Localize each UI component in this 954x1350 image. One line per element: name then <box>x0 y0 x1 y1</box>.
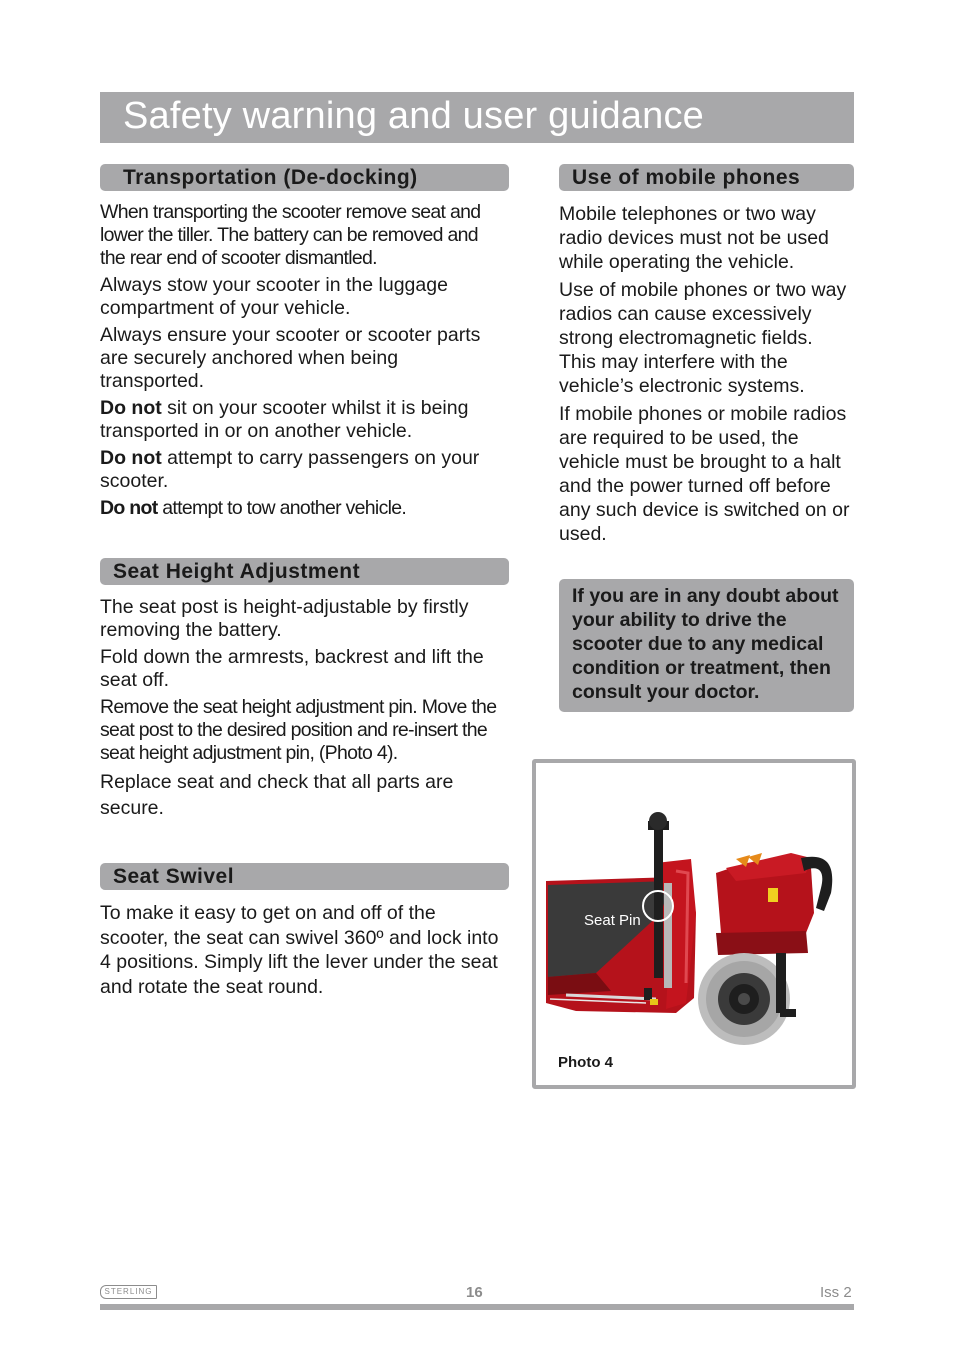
mobile-phones-body <box>559 202 852 550</box>
warning-text: sit on your scooter whilst it is being transported in or on another vehicle. <box>100 397 469 442</box>
medical-warning-text: If you are in any doubt about your ability to drive the scooter due to any medical condition or treatment, then consult your doctor. <box>572 585 839 703</box>
mobile-phones-paragraph: Use of mobile phones or two way radios can cause excessively strong electromagnetic fields. This may interfere with the vehicle’s electronic systems. <box>559 279 847 397</box>
transportation-paragraph: Always stow your scooter in the luggage compartment of your vehicle. <box>100 274 448 319</box>
seat-height-paragraph: Fold down the armrests, backrest and lift the seat off. <box>100 646 484 691</box>
scooter-photo <box>536 763 852 1085</box>
seat-height-heading-bar <box>100 558 509 585</box>
transportation-warning <box>100 397 505 443</box>
seat-height-heading: Seat Height Adjustment <box>113 560 361 583</box>
page-title: Safety warning and user guidance <box>123 95 705 137</box>
warning-emphasis: Do not <box>100 447 162 469</box>
warning-text: attempt to tow another vehicle. <box>157 497 407 519</box>
seat-swivel-paragraph: To make it easy to get on and off of the scooter, the seat can swivel 360º and lock into 4 positions. Simply lift the lever under the seat and rotate the seat round. <box>100 902 499 998</box>
brand-logo: STERLING <box>100 1285 157 1299</box>
transportation-paragraph: When transporting the scooter remove seat and lower the tiller. The battery can be removed and the rear end of scooter dismantled. <box>100 201 481 269</box>
seat-swivel-heading-bar <box>100 863 509 890</box>
transportation-warning <box>100 497 505 520</box>
seat-pin-label: Seat Pin <box>584 912 641 929</box>
transportation-heading: Transportation (De-docking) <box>123 166 418 189</box>
page-title-bar <box>100 92 854 143</box>
mobile-phones-heading-bar <box>559 164 854 191</box>
footer-divider <box>100 1304 854 1310</box>
photo-frame <box>532 759 856 1089</box>
page-number: 16 <box>466 1284 483 1301</box>
seat-height-paragraph: Replace seat and check that all parts are secure. <box>100 771 454 819</box>
seat-height-body <box>100 596 505 825</box>
transportation-warning <box>100 447 505 493</box>
issue-label: Iss 2 <box>820 1284 852 1301</box>
transportation-body <box>100 201 505 524</box>
mobile-phones-paragraph: Mobile telephones or two way radio devices must not be used while operating the vehicle. <box>559 203 829 273</box>
seat-height-paragraph: Remove the seat height adjustment pin. Move the seat post to the desired position and re-insert the seat height adjustment pin, (Photo 4). <box>100 696 497 764</box>
seat-height-paragraph: The seat post is height-adjustable by firstly removing the battery. <box>100 596 469 641</box>
medical-warning-callout <box>559 579 854 712</box>
mobile-phones-heading: Use of mobile phones <box>572 166 801 189</box>
seat-swivel-body <box>100 901 505 1003</box>
transportation-paragraph: Always ensure your scooter or scooter parts are securely anchored when being transported. <box>100 324 481 392</box>
transportation-heading-bar <box>100 164 509 191</box>
warning-text: attempt to carry passengers on your scooter. <box>100 447 480 492</box>
seat-swivel-heading: Seat Swivel <box>113 865 235 888</box>
photo-caption: Photo 4 <box>558 1054 613 1071</box>
mobile-phones-paragraph: If mobile phones or mobile radios are required to be used, the vehicle must be brought to a halt and the power turned off before any such device is switched on or used. <box>559 403 850 545</box>
warning-emphasis: Do not <box>100 497 158 519</box>
warning-emphasis: Do not <box>100 397 162 419</box>
